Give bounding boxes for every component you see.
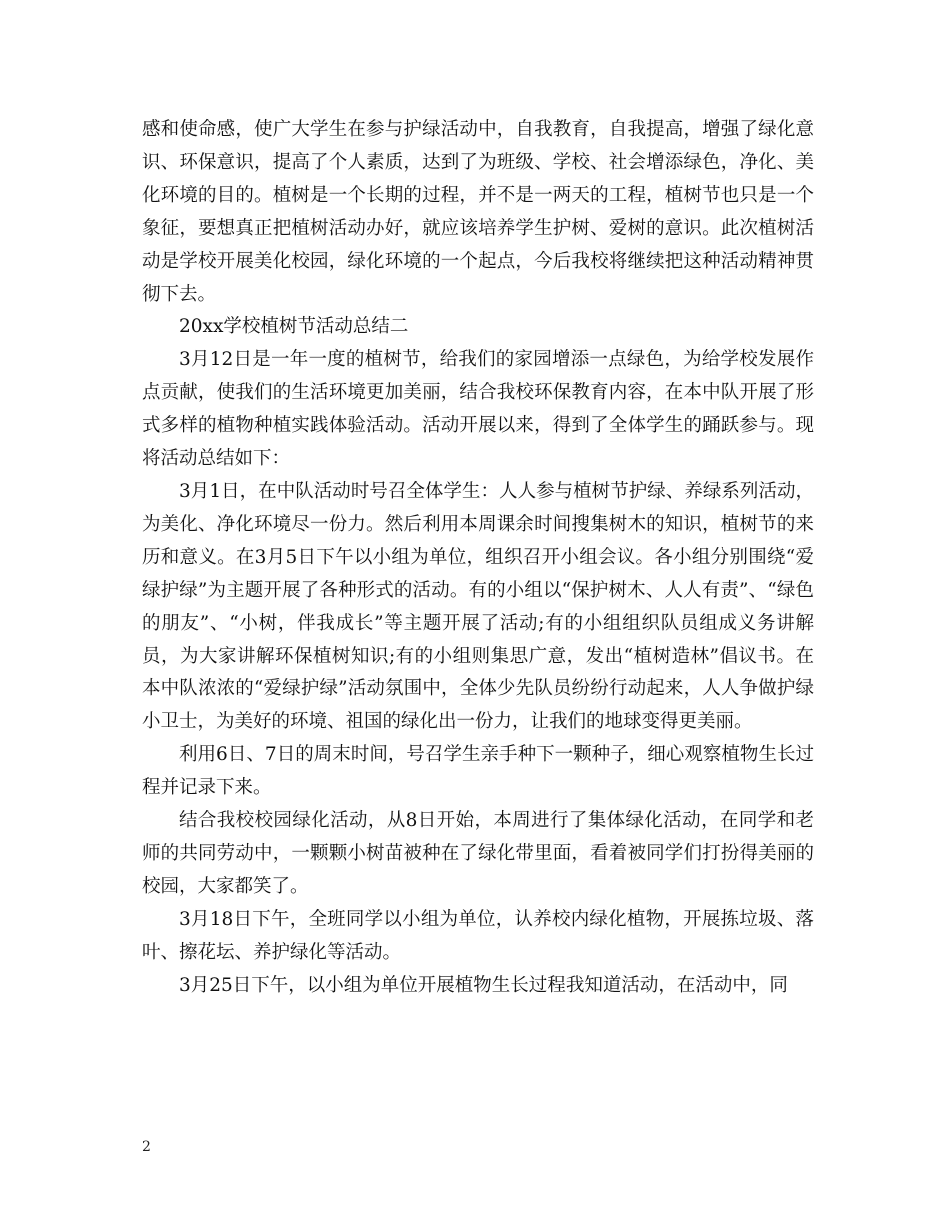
section-heading: 20xx学校植树节活动总结二 (179, 316, 409, 338)
paragraph-3: 3月12日是一年一度的植树节，给我们的家园增添一点绿色，为给学校发展作点贡献，使我们的生活环境更加美丽，结合我校环保教育内容，在本中队开展了形式多样的植物种植实践体验活动。活动开展以来，得到了全体学生的踊跃参与。现将活动总结如下： (142, 349, 814, 470)
paragraph-7: 3月18日下午，全班同学以小组为单位，认养校内绿化植物，开展拣垃圾、落叶、擦花坛、养护绿化等活动。 (142, 908, 814, 963)
paragraph-6: 结合我校校园绿化活动，从8日开始，本周进行了集体绿化活动，在同学和老师的共同劳动中，一颗颗小树苗被种在了绿化带里面，看着被同学们打扮得美丽的校园，大家都笑了。 (142, 810, 814, 897)
paragraph-5: 利用6日、7日的周末时间，号召学生亲手种下一颗种子，细心观察植物生长过程并记录下来。 (142, 744, 814, 799)
document-body (142, 114, 814, 1002)
page-number: 2 (142, 1139, 151, 1155)
paragraph-1: 感和使命感，使广大学生在参与护绿活动中，自我教育，自我提高，增强了绿化意识、环保意识，提高了个人素质，达到了为班级、学校、社会增添绿色，净化、美化环境的目的。植树是一个长期的过程，并不是一两天的工程，植树节也只是一个象征，要想真正把植树活动办好，就应该培养学生护树、爱树的意识。此次植树活动是学校开展美化校园，绿化环境的一个起点，今后我校将继续把这种活动精神贯彻下去。 (142, 119, 814, 305)
paragraph-8: 3月25日下午，以小组为单位开展植物生长过程我知道活动，在活动中，同 (179, 974, 788, 996)
paragraph-4: 3月1日，在中队活动时号召全体学生：人人参与植树节护绿、养绿系列活动，为美化、净化环境尽一份力。然后利用本周课余时间搜集树木的知识，植树节的来历和意义。在3月5日下午以小组为单位，组织召开小组会议。各小组分别围绕“爱绿护绿”为主题开展了各种形式的活动。有的小组以“保护树木、人人有责”、“绿色的朋友”、“小树，伴我成长”等主题开展了活动;有的小组组织队员组成义务讲解员，为大家讲解环保植树知识;有的小组则集思广意，发出“植树造林”倡议书。在本中队浓浓的“爱绿护绿”活动氛围中，全体少先队员纷纷行动起来，人人争做护绿小卫士，为美好的环境、祖国的绿化出一份力，让我们的地球变得更美丽。 (142, 480, 814, 733)
